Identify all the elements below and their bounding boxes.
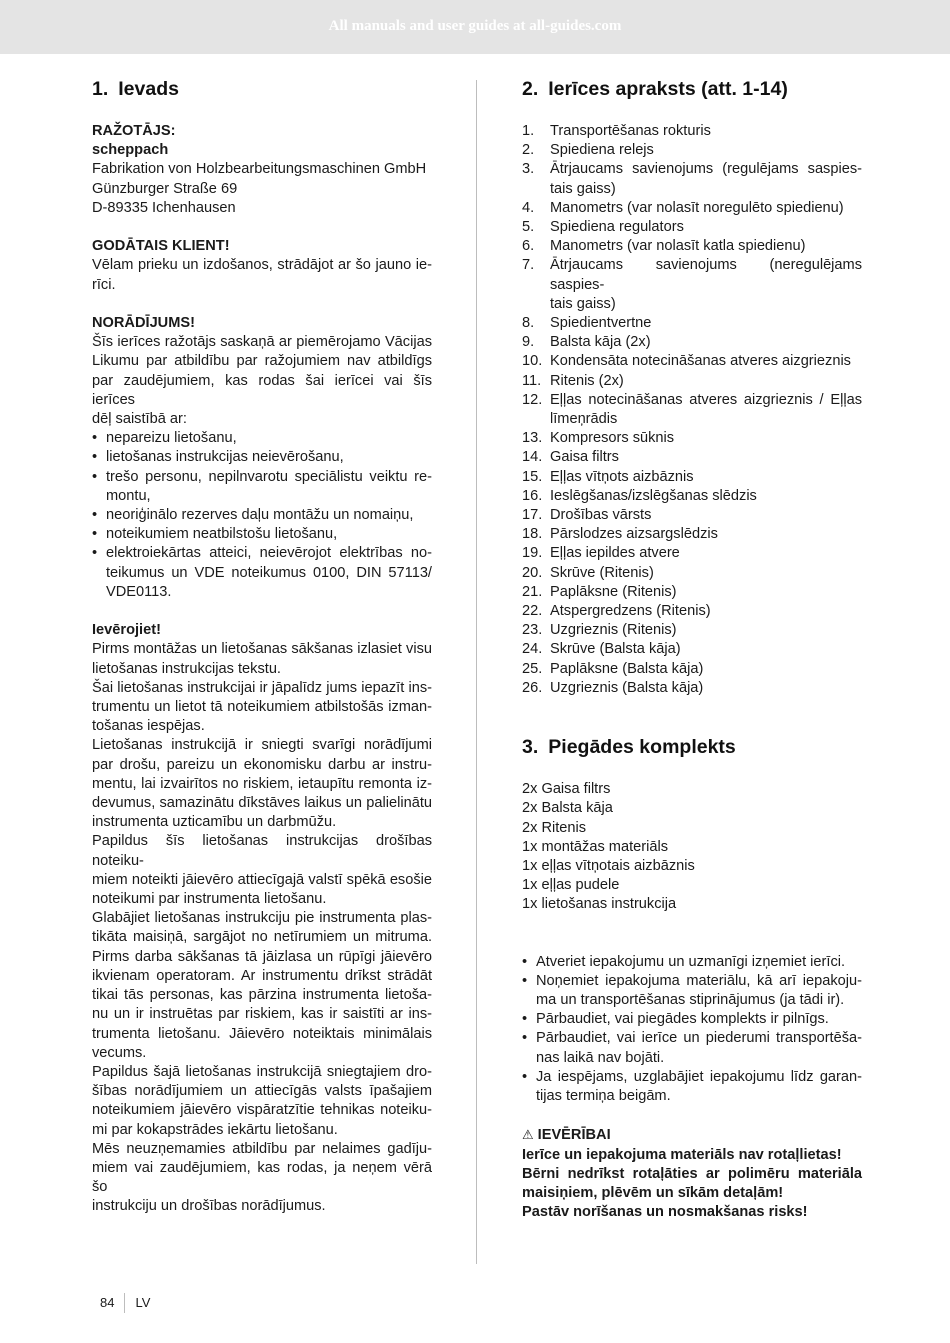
text-line: tošanas iespējas. (92, 718, 205, 735)
page-footer (100, 1293, 150, 1313)
item-text: Paplāksne (Ritenis) (550, 583, 677, 600)
item-text: Skrūve (Balsta kāja) (550, 641, 681, 658)
text-line: šības norādījumiem un attiecīgās valsts īpašajiem (92, 1083, 432, 1100)
list-item (522, 141, 862, 160)
paragraph (92, 909, 432, 1063)
text-line: • lietošanas instrukcijas neievērošanu, (106, 449, 344, 466)
item-text: Uzgrieznis (Ritenis) (550, 622, 677, 639)
list-item (522, 391, 862, 429)
text-line: Glabājiet lietošanas instrukciju pie instrumenta plas- (92, 910, 432, 927)
text-line: Šai lietošanas instrukcijai ir jāpalīdz jums iepazīt ins- (92, 679, 432, 696)
item-text: Kompresors sūknis (550, 430, 675, 447)
item-number: 14. (522, 449, 543, 466)
text-line: Pirms montāžas un lietošanas sākšanas izlasiet visu (92, 641, 432, 658)
list-item (522, 429, 862, 448)
list-item (522, 621, 862, 640)
item-number: 18. (522, 526, 543, 543)
manufacturer-label: RAŽOTĀJS: (92, 123, 176, 139)
list-item (522, 564, 862, 583)
item-number: 25. (522, 660, 543, 677)
list-item (522, 218, 862, 237)
text-line: • trešo personu, nepilnvarotu speciālistu veiktu re- (106, 468, 432, 485)
text-line: • elektroiekārtas atteici, neievērojot elektrības no- (106, 545, 432, 562)
item-text: Eļļas iepildes atvere (550, 545, 680, 562)
dear-customer-block (92, 237, 432, 295)
item-text: līmeņrādis (550, 411, 618, 428)
text-line: mentu, lai izvairītos no riskiem, ietaupītu remonta iz- (92, 775, 432, 792)
text-line: • nepareizu lietošanu, (106, 430, 237, 447)
text-line: Šīs ierīces ražotājs saskaņā ar piemērojamo Vācijas (92, 334, 432, 351)
paragraph (92, 679, 432, 737)
text-line: VDE0113. (106, 583, 172, 600)
list-item (522, 544, 862, 563)
heading-number: 2. (522, 78, 539, 100)
item-number: 3. (522, 161, 535, 178)
text-line: ikvienam operatoram. Ar instrumentu drīkst strādāt (92, 967, 432, 984)
warning-line: maisiņiem, plēvēm un sīkām detaļām! (522, 1184, 784, 1201)
text-line: Vēlam prieku un izdošanos, strādājot ar šo jauno ie- (92, 257, 432, 274)
manufacturer-name: scheppach (92, 142, 169, 159)
list-item (522, 1010, 862, 1029)
item-text: Skrūve (Ritenis) (550, 564, 654, 581)
paragraph (92, 1140, 432, 1217)
section-heading-introduction (92, 76, 432, 102)
heading-number: 1. (92, 78, 109, 100)
item-text: Eļļas notecināšanas atveres aizgrieznis / Eļļas (550, 391, 862, 408)
list-item (522, 333, 862, 352)
list-item (522, 372, 862, 391)
list-item (522, 602, 862, 621)
list-item (522, 583, 862, 602)
list-item (92, 429, 432, 448)
list-item (92, 525, 432, 544)
item-text: Kondensāta notecināšanas atveres aizgrieznis (550, 353, 851, 370)
item-text: Gaisa filtrs (550, 449, 619, 466)
list-item (522, 448, 862, 467)
item-text: Eļļas vītņots aizbāznis (550, 468, 694, 485)
paragraph (92, 640, 432, 678)
item-number: 10. (522, 353, 543, 370)
item-number: 5. (522, 219, 535, 236)
item-text: Pārslodzes aizsargslēdzis (550, 526, 718, 543)
notice-block (92, 314, 432, 602)
paragraph (92, 1063, 432, 1140)
item-text: tais gaiss) (550, 295, 616, 312)
text-line: • Pārbaudiet, vai piegādes komplekts ir pilnīgs. (536, 1011, 829, 1028)
text-line: • Atveriet iepakojumu un uzmanīgi izņemiet ierīci. (536, 953, 846, 970)
warning-title (522, 1125, 862, 1145)
item-text: Spiediena regulators (550, 219, 684, 236)
item-number: 16. (522, 487, 543, 504)
page-number: 84 (100, 1293, 125, 1313)
item-number: 2. (522, 142, 535, 159)
list-item (522, 506, 862, 525)
item-number: 6. (522, 238, 535, 255)
address-line: D-89335 Ichenhausen (92, 199, 236, 216)
list-item (522, 199, 862, 218)
item-number: 11. (522, 372, 542, 389)
text-line: par zaudējumiem, kas rodas šai ierīcei vai šīs ierīces (92, 372, 432, 408)
item-text: Atspergredzens (Ritenis) (550, 603, 711, 620)
observe-block (92, 621, 432, 1216)
item-number: 4. (522, 199, 535, 216)
text-line: Papildus šajā lietošanas instrukcijā sniegtajiem dro- (92, 1063, 432, 1080)
list-item (522, 953, 862, 972)
text-line: instrukciju un drošības norādījumus. (92, 1198, 326, 1215)
text-line: tikai tās personas, kas pārzina instrumenta lietoša- (92, 987, 432, 1004)
item-number: 17. (522, 507, 543, 524)
text-line: trumenta lietošanu. Jāievēro noteiktais minimālais (92, 1025, 432, 1042)
parts-list (522, 122, 862, 698)
warning-line: Bērni nedrīkst rotaļāties ar polimēru materiāla (522, 1165, 862, 1182)
list-item (522, 160, 862, 198)
item-number: 1. (522, 123, 535, 139)
list-item: 2x Ritenis (522, 819, 587, 836)
list-item (92, 468, 432, 506)
right-column (522, 76, 862, 1242)
text-line: • noteikumiem neatbilstošu lietošanu, (106, 526, 338, 543)
text-line: nu un ir instruētas par riskiem, kas ir saistīti ar ins- (92, 1006, 432, 1023)
list-item: 1x eļļas vītņotais aizbāznis (522, 857, 695, 874)
list-item (522, 679, 862, 698)
item-number: 23. (522, 622, 543, 639)
item-number: 24. (522, 641, 543, 658)
item-text: Uzgrieznis (Balsta kāja) (550, 679, 704, 696)
notice-label: NORĀDĪJUMS! (92, 315, 195, 331)
text-line: Pirms darba sākšanas tā jāizlasa un rūpīgi jāievēro (92, 948, 432, 965)
language-code: LV (135, 1295, 151, 1310)
text-line: Papildus šīs lietošanas instrukcijas drošības noteiku- (92, 833, 432, 869)
item-number: 9. (522, 334, 535, 351)
text-line: vecums. (92, 1044, 147, 1061)
observe-label: Ievērojiet! (92, 622, 161, 639)
list-item (92, 506, 432, 525)
text-line: mi par kokapstrādes iekārtu lietošanu. (92, 1121, 338, 1138)
text-line: • Ja iespējams, uzglabājiet iepakojumu līdz garan- (536, 1068, 862, 1085)
item-text: Spiedientvertne (550, 315, 652, 332)
item-number: 21. (522, 583, 543, 600)
item-text: Drošības vārsts (550, 507, 652, 524)
heading-text: Ievads (118, 78, 179, 100)
list-item (522, 487, 862, 506)
item-number: 13. (522, 430, 543, 447)
text-line: Mēs neuzņemamies atbildību par nelaimes gadīju- (92, 1140, 432, 1157)
text-line: miem vai zaudējumiem, kas rodas, ja neņem vērā šo (92, 1159, 432, 1196)
item-number: 15. (522, 468, 543, 485)
unpacking-bullet-list (522, 953, 862, 1107)
list-item: 1x eļļas pudele (522, 877, 620, 894)
item-number: 26. (522, 679, 543, 696)
item-text: Spiediena relejs (550, 142, 654, 159)
item-number: 8. (522, 315, 535, 332)
text-line: • neoriģinālo rezerves daļu montāžu un nomaiņu, (106, 507, 414, 524)
list-item (522, 972, 862, 1010)
warning-label: IEVĒRĪBAI (537, 1127, 611, 1144)
list-item (522, 468, 862, 487)
text-line: dēļ saistībā ar: (92, 411, 187, 428)
item-number: 22. (522, 603, 543, 620)
item-number: 12. (522, 391, 543, 408)
left-column (92, 76, 432, 1236)
item-text: Manometrs (var nolasīt katla spiedienu) (550, 238, 806, 255)
watermark-text[interactable]: All manuals and user guides at all-guides.com (328, 18, 622, 34)
list-item (522, 122, 862, 141)
watermark-bar (0, 0, 950, 54)
warning-triangle-icon: ⚠ (522, 1127, 534, 1143)
text-line: instrumenta uzticamību un darbmūžu. (92, 814, 337, 831)
section-heading-delivery (522, 734, 862, 760)
text-line: miem noteikti jāievēro attiecīgajā valstī spēkā esošie (92, 871, 432, 888)
manufacturer-block (92, 122, 432, 218)
paragraph (92, 832, 432, 909)
item-text: Ātrjaucams savienojums (regulējams saspies- (550, 161, 862, 178)
text-line: trumentu un lietot tā noteikumiem atbilstošās izman- (92, 699, 432, 716)
column-divider (476, 80, 477, 1264)
text-line: teikumus un VDE noteikumus 0100, DIN 57113/ (106, 564, 432, 581)
list-item: 1x montāžas materiāls (522, 838, 668, 855)
warning-block (522, 1125, 862, 1222)
address-line: Günzburger Straße 69 (92, 180, 238, 197)
text-line: lietošanas instrukcijas tekstu. (92, 660, 281, 677)
text-line: • Noņemiet iepakojuma materiālu, kā arī iepakoju- (536, 972, 862, 989)
text-line: par drošu, pareizu un ekonomisku darbu ar instru- (92, 756, 432, 773)
list-item (92, 544, 432, 602)
list-item: 2x Balsta kāja (522, 800, 613, 817)
list-item: 1x lietošanas instrukcija (522, 896, 677, 913)
list-item (522, 256, 862, 314)
item-text: Ātrjaucams savienojums (neregulējams saspies- (550, 257, 862, 293)
text-line: montu, (106, 487, 151, 504)
text-line: Lietošanas instrukcijā ir sniegti svarīgi norādījumi (92, 737, 432, 754)
list-item (522, 640, 862, 659)
text-line: noteikumi par instrumenta lietošanu. (92, 891, 327, 908)
text-line: tijas termiņa beigām. (536, 1087, 671, 1104)
item-text: Ritenis (2x) (550, 372, 624, 389)
text-line: devumus, samazinātu dīkstāves laikus un palielinātu (92, 795, 432, 812)
text-line: ma un transportēšanas stiprinājumus (ja tādi ir). (536, 991, 845, 1008)
warning-line: Pastāv norīšanas un nosmakšanas risks! (522, 1204, 808, 1221)
item-text: Transportēšanas rokturis (550, 123, 711, 139)
text-line: tikāta maisiņā, sargājot no netīrumiem un mitruma. (92, 929, 432, 946)
text-line: Likumu par atbildību par ražojumiem nav atbildīgs (92, 353, 432, 370)
item-number: 7. (522, 257, 535, 274)
heading-text: Piegādes komplekts (548, 736, 736, 759)
dear-customer-label: GODĀTAIS KLIENT! (92, 238, 230, 255)
item-number: 20. (522, 564, 543, 581)
item-text: Paplāksne (Balsta kāja) (550, 660, 704, 677)
liability-bullet-list (92, 429, 432, 602)
list-item (522, 660, 862, 679)
heading-number: 3. (522, 736, 539, 759)
list-item (522, 525, 862, 544)
list-item (522, 1068, 862, 1106)
section-heading-device-description (522, 76, 862, 102)
list-item (522, 352, 862, 371)
item-text: Balsta kāja (2x) (550, 334, 651, 351)
heading-text: Ierīces apraksts (att. 1-14) (548, 78, 788, 100)
list-item: 2x Gaisa filtrs (522, 781, 611, 798)
list-item (522, 1029, 862, 1067)
text-line: rīci. (92, 276, 116, 293)
item-number: 19. (522, 545, 543, 562)
text-line: • Pārbaudiet, vai ierīce un piederumi transportēša- (536, 1030, 862, 1047)
list-item (522, 314, 862, 333)
list-item (92, 448, 432, 467)
text-line: noteikumiem jāievēro vispāratzītie tehnikas noteiku- (92, 1102, 432, 1119)
item-text: Manometrs (var nolasīt noregulēto spiedienu) (550, 199, 844, 216)
text-line: nas laikā nav bojāti. (536, 1049, 665, 1066)
list-item (522, 237, 862, 256)
item-text: Ieslēgšanas/izslēgšanas slēdzis (550, 487, 757, 504)
item-text: tais gaiss) (550, 180, 616, 197)
warning-line: Ierīce un iepakojuma materiāls nav rotaļlietas! (522, 1146, 842, 1163)
paragraph (92, 736, 432, 832)
delivery-list (522, 780, 862, 914)
address-line: Fabrikation von Holzbearbeitungsmaschinen GmbH (92, 161, 427, 178)
